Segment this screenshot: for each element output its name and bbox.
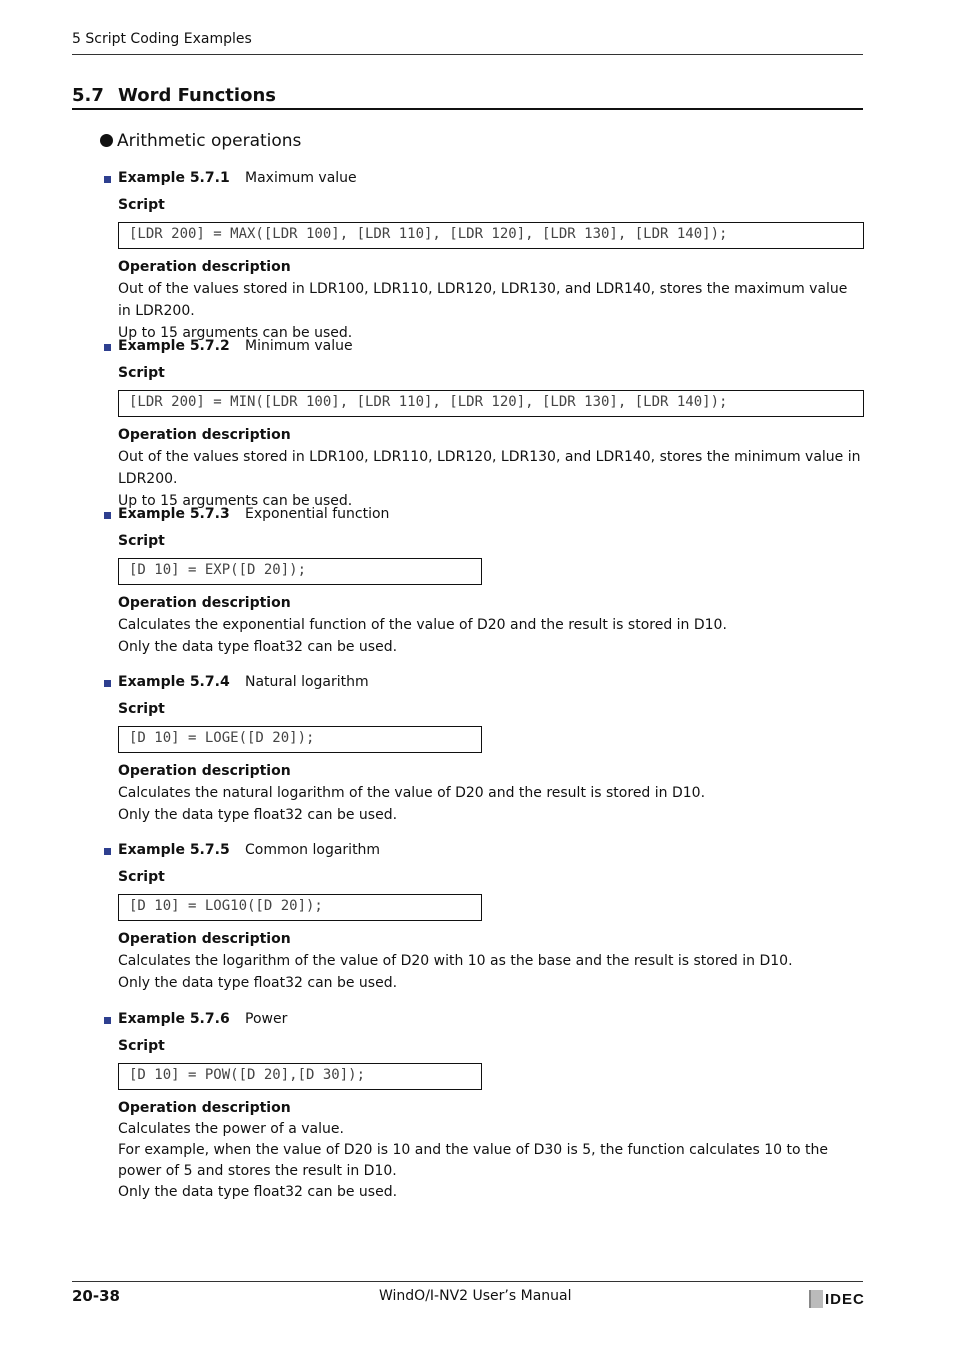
square-bullet-icon: [104, 1017, 111, 1024]
example-label: Example 5.7.2: [118, 338, 230, 354]
script-label: Script: [118, 365, 165, 381]
script-code: [D 10] = POW([D 20],[D 30]);: [118, 1063, 482, 1090]
operation-description: [118, 1119, 864, 1203]
footer-divider: [72, 1281, 863, 1282]
operation-description: [118, 614, 864, 658]
square-bullet-icon: [104, 680, 111, 687]
page-number: 20-38: [72, 1287, 120, 1305]
operation-label: Operation description: [118, 931, 291, 947]
description-line: Only the data type float32 can be used.: [118, 639, 398, 655]
operation-label: Operation description: [118, 763, 291, 779]
description-line: Calculates the natural logarithm of the value of D20 and the result is stored in D10.: [118, 785, 706, 801]
script-code: [D 10] = LOG10([D 20]);: [118, 894, 482, 921]
operation-label: Operation description: [118, 1100, 291, 1116]
header-divider: [72, 54, 863, 55]
square-bullet-icon: [104, 848, 111, 855]
brand-logo: [809, 1290, 865, 1308]
example-block: [104, 338, 864, 509]
example-title: Natural logarithm: [245, 674, 369, 690]
description-line: Only the data type float32 can be used.: [118, 807, 398, 823]
script-label: Script: [118, 869, 165, 885]
brand-name: IDEC: [825, 1290, 865, 1308]
example-label: Example 5.7.4: [118, 674, 230, 690]
operation-description: [118, 950, 864, 994]
running-header: 5 Script Coding Examples: [72, 31, 252, 47]
description-line: For example, when the value of D20 is 10 and the value of D30 is 5, the function calculates 10 to the power of 5 and stores the result in D10.: [118, 1142, 828, 1179]
section-title: Word Functions: [118, 85, 276, 106]
description-line: Calculates the power of a value.: [118, 1121, 344, 1137]
script-label: Script: [118, 1038, 165, 1054]
section-heading: [72, 85, 863, 110]
topic-title: Arithmetic operations: [117, 131, 302, 151]
script-code: [D 10] = LOGE([D 20]);: [118, 726, 482, 753]
section-number: 5.7: [72, 85, 104, 106]
description-line: Up to 15 arguments can be used.: [118, 325, 353, 341]
logo-mark-icon: [809, 1290, 823, 1308]
topic-heading: [100, 131, 301, 151]
example-title: Maximum value: [245, 170, 357, 186]
square-bullet-icon: [104, 512, 111, 519]
script-label: Script: [118, 197, 165, 213]
operation-label: Operation description: [118, 427, 291, 443]
description-line: Up to 15 arguments can be used.: [118, 493, 353, 509]
example-block: [104, 506, 864, 655]
operation-label: Operation description: [118, 259, 291, 275]
operation-description: [118, 278, 864, 344]
example-label: Example 5.7.6: [118, 1011, 230, 1027]
square-bullet-icon: [104, 176, 111, 183]
example-block: [104, 674, 864, 823]
example-label: Example 5.7.1: [118, 170, 230, 186]
description-line: Calculates the exponential function of the value of D20 and the result is stored in D10.: [118, 617, 727, 633]
script-label: Script: [118, 701, 165, 717]
example-title: Minimum value: [245, 338, 353, 354]
description-line: Out of the values stored in LDR100, LDR110, LDR120, LDR130, and LDR140, stores the minimum value in LDR200.: [118, 449, 861, 487]
example-block: [104, 170, 864, 341]
description-line: Only the data type float32 can be used.: [118, 975, 398, 991]
script-code: [LDR 200] = MIN([LDR 100], [LDR 110], [LDR 120], [LDR 130], [LDR 140]);: [118, 390, 864, 417]
example-title: Power: [245, 1011, 288, 1027]
example-label: Example 5.7.5: [118, 842, 230, 858]
example-title: Exponential function: [245, 506, 390, 522]
example-label: Example 5.7.3: [118, 506, 230, 522]
example-title: Common logarithm: [245, 842, 381, 858]
operation-description: [118, 782, 864, 826]
example-block: [104, 842, 864, 991]
script-code: [LDR 200] = MAX([LDR 100], [LDR 110], [LDR 120], [LDR 130], [LDR 140]);: [118, 222, 864, 249]
operation-label: Operation description: [118, 595, 291, 611]
bullet-circle-icon: [100, 134, 113, 147]
description-line: Only the data type float32 can be used.: [118, 1184, 398, 1200]
script-code: [D 10] = EXP([D 20]);: [118, 558, 482, 585]
example-block: [104, 1011, 864, 1200]
script-label: Script: [118, 533, 165, 549]
description-line: Out of the values stored in LDR100, LDR110, LDR120, LDR130, and LDR140, stores the maximum value in LDR200.: [118, 281, 848, 319]
operation-description: [118, 446, 864, 512]
description-line: Calculates the logarithm of the value of D20 with 10 as the base and the result is stored in D10.: [118, 953, 793, 969]
square-bullet-icon: [104, 344, 111, 351]
manual-title: WindO/I-NV2 User’s Manual: [379, 1288, 572, 1304]
